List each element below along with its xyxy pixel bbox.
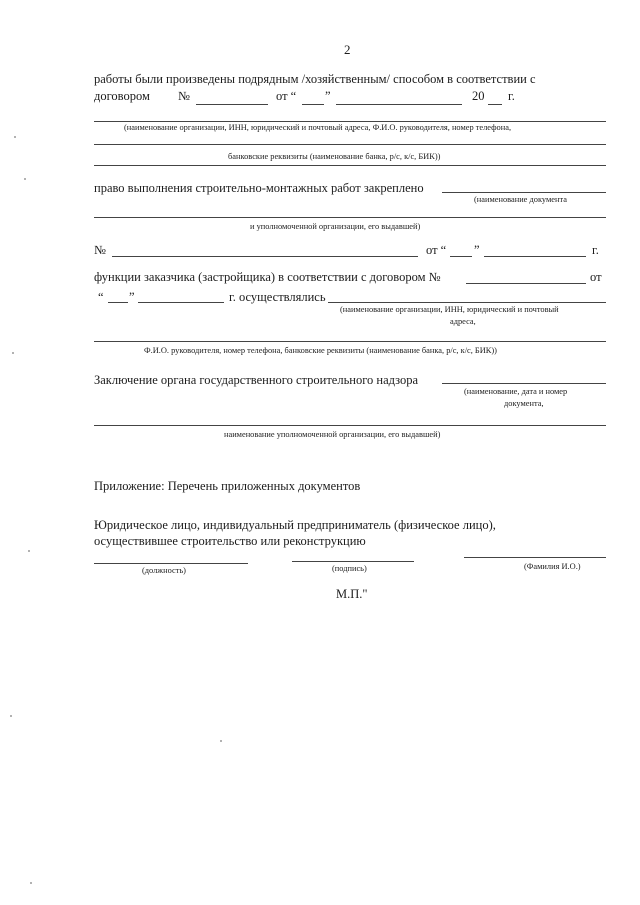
customer-details-field	[94, 341, 606, 342]
text-carried-out: г. осуществлялись	[229, 290, 326, 304]
text-customer-functions: функции заказчика (застройщика) в соответствии с договором №	[94, 270, 441, 284]
conclusion-field	[442, 383, 606, 384]
quote-close: ”	[474, 243, 480, 257]
caption-conclusion-document: документа,	[504, 399, 544, 408]
document-day-field	[450, 256, 472, 257]
text-right-secured: право выполнения строительно-монтажных работ закреплено	[94, 181, 424, 195]
conclusion-authority-field	[94, 425, 606, 426]
organization-field	[94, 121, 606, 122]
text-legal-entity-2: осуществившее строительство или реконструкцию	[94, 534, 366, 548]
scan-speck	[10, 715, 12, 717]
stamp-place: М.П."	[336, 587, 368, 601]
caption-authority: и уполномоченной организации, его выдавшей)	[250, 222, 421, 231]
page-number: 2	[344, 42, 351, 57]
caption-conclusion: (наименование, дата и номер	[464, 387, 568, 396]
quote-open: “	[98, 290, 104, 304]
caption-organization: (наименование организации, ИНН, юридический и почтовый адреса, Ф.И.О. руководителя, номер телефона,	[124, 123, 512, 132]
scan-speck	[12, 352, 14, 354]
year-suffix: г.	[592, 243, 599, 257]
scan-speck	[24, 178, 26, 180]
document-field	[442, 192, 606, 193]
caption-director-bank: Ф.И.О. руководителя, номер телефона, банковские реквизиты (наименование банка, р/с, к/с, БИК))	[144, 346, 497, 355]
from-label: от “	[426, 243, 447, 257]
text-legal-entity: Юридическое лицо, индивидуальный предприниматель (физическое лицо),	[94, 518, 496, 532]
customer-organization-field	[328, 302, 606, 303]
quote-close: ”	[325, 89, 331, 103]
caption-full-name: (Фамилия И.О.)	[524, 562, 581, 571]
scan-speck	[30, 882, 32, 884]
signature-field	[292, 561, 414, 562]
year-prefix: 20	[472, 89, 485, 103]
caption-address: адреса,	[450, 317, 476, 326]
from-label: от “	[276, 89, 297, 103]
caption-bank-details: банковские реквизиты (наименование банка, р/с, к/с, БИК))	[228, 152, 441, 161]
number-sign: №	[178, 89, 190, 103]
scan-speck	[28, 550, 30, 552]
authority-field	[94, 217, 606, 218]
caption-authority-2: наименование уполномоченной организации, его выдавшей)	[224, 430, 441, 439]
text-conclusion: Заключение органа государственного строительного надзора	[94, 373, 419, 387]
scan-speck	[14, 136, 16, 138]
customer-month-field	[138, 302, 224, 303]
number-sign: №	[94, 243, 106, 257]
text-attachment: Приложение: Перечень приложенных документов	[94, 479, 361, 493]
contract-number-field	[196, 104, 268, 105]
customer-day-field	[108, 302, 128, 303]
bank-details-field-2	[94, 165, 606, 166]
scan-speck	[220, 740, 222, 742]
contract-month-field	[336, 104, 462, 105]
bank-details-field	[94, 144, 606, 145]
quote-close: ”	[129, 290, 135, 304]
caption-position: (должность)	[142, 566, 186, 575]
caption-organization-2: (наименование организации, ИНН, юридический и почтовый	[340, 305, 559, 314]
from-label: от	[590, 270, 602, 284]
caption-document: (наименование документа	[474, 195, 567, 204]
caption-signature: (подпись)	[332, 564, 367, 573]
year-suffix: г.	[508, 89, 515, 103]
position-field	[94, 563, 248, 564]
document-number-field	[112, 256, 418, 257]
document-month-field	[484, 256, 586, 257]
contract-label: договором	[94, 89, 150, 103]
customer-contract-number-field	[466, 283, 586, 284]
contract-year-field	[488, 104, 502, 105]
full-name-field	[464, 557, 606, 558]
text-work-method: работы были произведены подрядным /хозяйственным/ способом в соответствии с	[94, 72, 536, 86]
contract-day-field	[302, 104, 324, 105]
